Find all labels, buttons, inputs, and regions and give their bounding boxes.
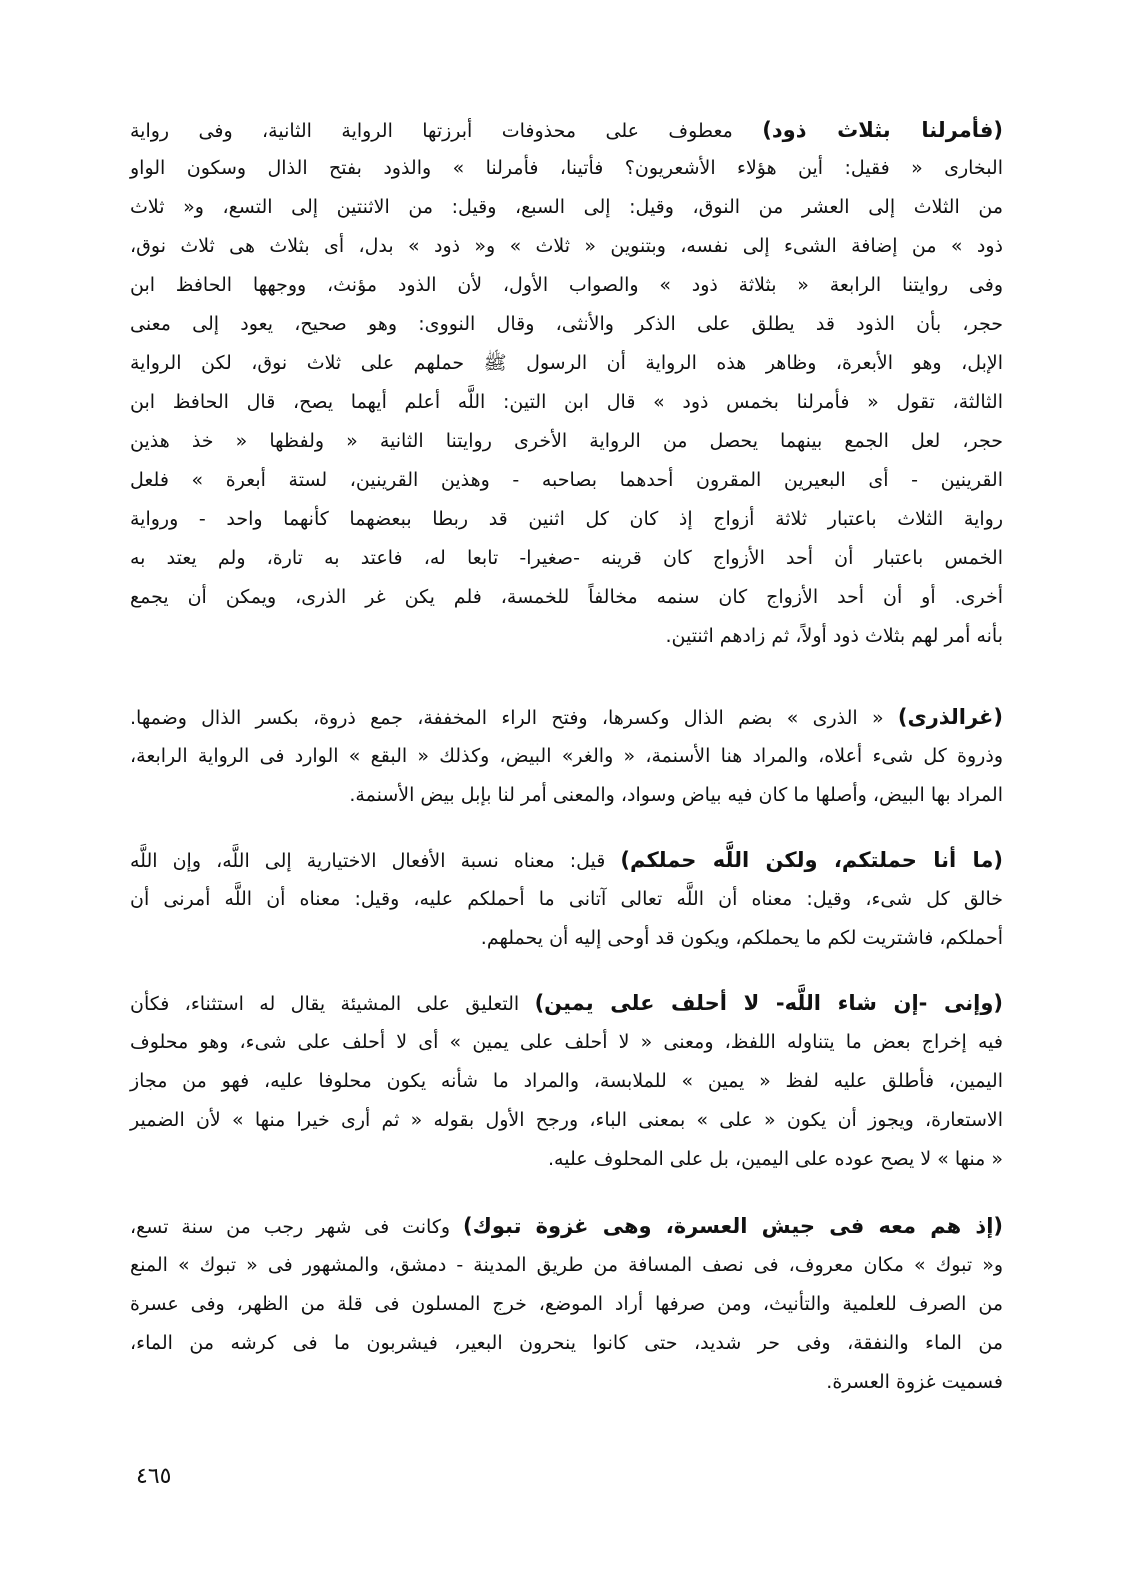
paragraph-1-line-2: البخارى « فقيل: أين هؤلاء الأشعريون؟ فأتينا، فأمرلنا » والذود بفتح الذال وسكون الواو bbox=[130, 157, 1003, 179]
line-text: التعليق على المشيئة يقال له استثناء، فكأن bbox=[130, 993, 520, 1015]
paragraph-1-line-3: من الثلاث إلى العشر من النوق، وقيل: إلى السبع، وقيل: من الاثنتين إلى التسع، و« ثلاث bbox=[130, 196, 1003, 218]
paragraph-1-line-11: رواية الثلاث باعتبار ثلاثة أزواج إذ كان كل اثنين قد ربطا ببعضهما كأنهما واحد - ورواية bbox=[130, 508, 1003, 530]
line-text: معطوف على محذوفات أبرزتها الرواية الثانية، وفى رواية bbox=[130, 120, 733, 142]
paragraph-2-heading: (غرالذرى) bbox=[897, 705, 1003, 729]
paragraph-1-line-8: الثالثة، تقول « فأمرلنا بخمس ذود » قال ابن التين: اللَّه أعلم أيهما يصح، قال الحافظ ابن bbox=[130, 391, 1003, 413]
paragraph-1-line-6: حجر، بأن الذود قد يطلق على الذكر والأنثى، وقال النووى: وهو صحيح، يعود إلى معنى bbox=[130, 313, 1003, 335]
paragraph-1-line-9: حجر، لعل الجمع بينهما يحصل من الرواية الأخرى روايتنا الثانية « ولفظها « خذ هذين bbox=[130, 430, 1003, 452]
paragraph-3-heading: (ما أنا حملتكم، ولكن اللَّه حملكم) bbox=[620, 848, 1003, 872]
paragraph-2-line-3: المراد بها البيض، وأصلها ما كان فيه بياض وسواد، والمعنى أمر لنا بإبل بيض الأسنمة. bbox=[349, 784, 1003, 806]
paragraph-4-line-3: اليمين، فأطلق عليه لفظ « يمين » للملابسة، والمراد ما شأنه يكون محلوفا عليه، فهو من مجاز bbox=[130, 1070, 1003, 1092]
line-text: وكانت فى شهر رجب من سنة تسع، bbox=[130, 1216, 451, 1238]
paragraph-4-line-2: فيه إخراج بعض ما يتناوله اللفظ، ومعنى « لا أحلف على يمين » أى لا أحلف على شىء، وهو محلوف bbox=[130, 1031, 1003, 1053]
paragraph-5-line-3: من الصرف للعلمية والتأنيث، ومن صرفها أراد الموضع، خرج المسلون فى قلة من الظهر، وفى عسرة bbox=[130, 1293, 1003, 1315]
paragraph-4-line-5: « منها » لا يصح عوده على اليمين، بل على المحلوف عليه. bbox=[548, 1148, 1003, 1170]
paragraph-1-heading: (فأمرلنا بثلاث ذود) bbox=[762, 118, 1003, 142]
paragraph-4-line-1 bbox=[130, 988, 1003, 1018]
paragraph-1-line-5: وفى روايتنا الرابعة « بثلاثة ذود » والصواب الأول، لأن الذود مؤنث، ووجهها الحافظ ابن bbox=[130, 274, 1003, 296]
paragraph-5-line-1 bbox=[130, 1211, 1003, 1241]
paragraph-5-line-4: من الماء والنفقة، وفى حر شديد، حتى كانوا ينحرون البعير، فيشربون ما فى كرشه من الماء، bbox=[130, 1332, 1003, 1354]
paragraph-2-line-1 bbox=[130, 702, 1003, 732]
paragraph-1-line-7: الإبل، وهو الأبعرة، وظاهر هذه الرواية أن الرسول ﷺ حملهم على ثلاث نوق، لكن الرواية bbox=[130, 352, 1003, 374]
paragraph-4-line-4: الاستعارة، ويجوز أن يكون « على » بمعنى الباء، ورجح الأول بقوله « ثم أرى خيرا منها » لأن الضمير bbox=[130, 1109, 1003, 1131]
paragraph-3-line-3: أحملكم، فاشتريت لكم ما يحملكم، ويكون قد أوحى إليه أن يحملهم. bbox=[480, 927, 1003, 949]
paragraph-1-line-13: أخرى. أو أن أحد الأزواج كان سنمه مخالفاً للخمسة، فلم يكن غر الذرى، ويمكن أن يجمع bbox=[130, 586, 1003, 608]
paragraph-5-line-5: فسميت غزوة العسرة. bbox=[826, 1371, 1003, 1393]
paragraph-4-heading: (وإنى -إن شاء اللَّه- لا أحلف على يمين) bbox=[534, 991, 1003, 1015]
paragraph-1-line-12: الخمس باعتبار أن أحد الأزواج كان قرينه -صغيرا- تابعا له، فاعتد به تارة، ولم يعتد به bbox=[130, 547, 1003, 569]
line-text: قيل: معناه نسبة الأفعال الاختيارية إلى اللَّه، وإن اللَّه bbox=[130, 850, 606, 872]
line-text: « الذرى » بضم الذال وكسرها، وفتح الراء المخففة، جمع ذروة، بكسر الذال وضمها. bbox=[130, 707, 884, 729]
paragraph-1-line-10: القرينين - أى البعيرين المقرون أحدهما بصاحبه - وهذين القرينين، لستة أبعرة » فلعل bbox=[130, 469, 1003, 491]
paragraph-3-line-2: خالق كل شىء، وقيل: معناه أن اللَّه تعالى آتانى ما أحملكم عليه، وقيل: معناه أن اللَّه أمرنى أن bbox=[130, 888, 1003, 910]
paragraph-5-heading: (إذ هم معه فى جيش العسرة، وهى غزوة تبوك) bbox=[463, 1214, 1004, 1238]
page-number: ٤٦٥ bbox=[136, 1464, 172, 1489]
paragraph-3-line-1 bbox=[130, 845, 1003, 875]
paragraph-1-line-1 bbox=[130, 115, 1003, 145]
paragraph-1-line-4: ذود » من إضافة الشىء إلى نفسه، وبتنوين « ثلاث » و« ذود » بدل، أى بثلاث هى ثلاث نوق، bbox=[130, 235, 1003, 257]
paragraph-1-line-14: بأنه أمر لهم بثلاث ذود أولاً، ثم زادهم اثنتين. bbox=[665, 625, 1003, 647]
paragraph-2-line-2: وذروة كل شىء أعلاه، والمراد هنا الأسنمة، « والغر» البيض، وكذلك « البقع » الوارد فى الرواية الرابعة، bbox=[130, 745, 1003, 767]
paragraph-5-line-2: و« تبوك » مكان معروف، فى نصف المسافة من طريق المدينة - دمشق، والمشهور فى « تبوك » المنع bbox=[130, 1254, 1003, 1276]
